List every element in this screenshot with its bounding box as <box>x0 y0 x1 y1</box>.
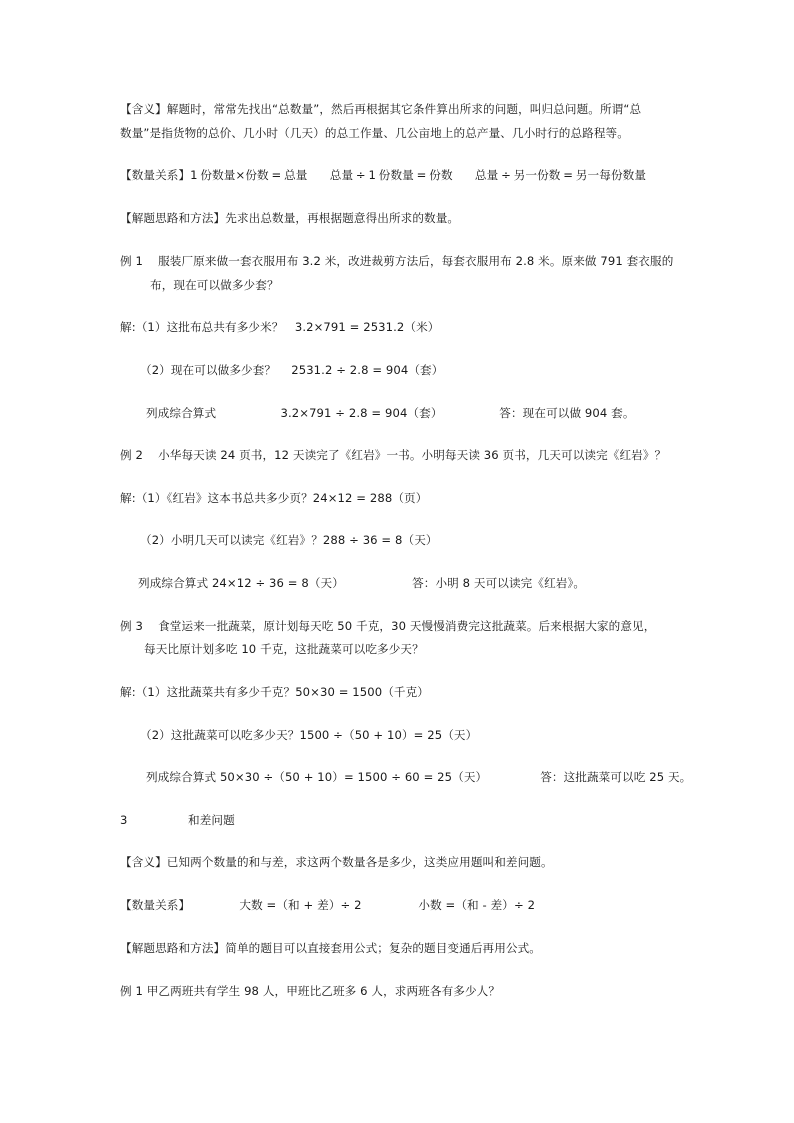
section-definition: 【含义】已知两个数量的和与差，求这两个数量各是多少，这类应用题叫和差问题。 <box>120 855 553 869</box>
example-3-step-1: 解:（1）这批蔬菜共有多少千克？50×30 = 1500（千克） <box>120 685 429 699</box>
example-1-combined: 列成综合算式 3.2×791 ÷ 2.8 = 904（套） 答：现在可以做 904 套。 <box>146 406 635 420</box>
definition-line-2: 数量”是指货物的总价、几小时（几天）的总工作量、几公亩地上的总产量、几小时行的总路程等。 <box>120 126 629 140</box>
section-method: 【解题思路和方法】简单的题目可以直接套用公式；复杂的题目变通后再用公式。 <box>120 941 541 955</box>
section-example-1: 例 1 甲乙两班共有学生 98 人，甲班比乙班多 6 人，求两班各有多少人？ <box>120 984 501 998</box>
example-3-step-2: （2）这批蔬菜可以吃多少天？1500 ÷（50 + 10）= 25（天） <box>140 728 478 742</box>
method-line: 【解题思路和方法】先求出总数量，再根据题意得出所求的数量。 <box>120 211 460 225</box>
quantity-relation-line: 【数量关系】1 份数量×份数 = 总量 总量 ÷ 1 份数量 = 份数 总量 ÷ 另一份数 = 另一每份数量 <box>120 168 647 182</box>
definition-line-1: 【含义】解题时，常常先找出“总数量”，然后再根据其它条件算出所求的问题，叫归总问题。所谓“总 <box>120 102 642 116</box>
section-quantity-relation: 【数量关系】 大数 =（和 + 差）÷ 2 小数 =（和 - 差）÷ 2 <box>120 898 536 912</box>
example-1-question-cont: 布，现在可以做多少套？ <box>150 278 279 292</box>
example-2-question: 例 2 小华每天读 24 页书，12 天读完了《红岩》一书。小明每天读 36 页书，几天可以读完《红岩》？ <box>120 448 667 462</box>
section-heading: 3 和差问题 <box>120 813 235 827</box>
example-2-combined: 列成综合算式 24×12 ÷ 36 = 8（天） 答：小明 8 天可以读完《红岩》。 <box>138 576 586 590</box>
example-2-step-2: （2）小明几天可以读完《红岩》？288 ÷ 36 = 8（天） <box>140 533 438 547</box>
example-2-step-1: 解:（1）《红岩》这本书总共多少页？24×12 = 288（页） <box>120 491 428 505</box>
example-3-question: 例 3 食堂运来一批蔬菜，原计划每天吃 50 千克，30 天慢慢消费完这批蔬菜。后来根据大家的意见， <box>120 619 656 633</box>
example-1-step-2: （2）现在可以做多少套？ 2531.2 ÷ 2.8 = 904（套） <box>140 363 444 377</box>
example-3-combined: 列成综合算式 50×30 ÷（50 + 10）= 1500 ÷ 60 = 25（天） 答：这批蔬菜可以吃 25 天。 <box>146 770 692 784</box>
example-3-question-cont: 每天比原计划多吃 10 千克，这批蔬菜可以吃多少天？ <box>144 642 424 656</box>
example-1-step-1: 解:（1）这批布总共有多少米？ 3.2×791 = 2531.2（米） <box>120 320 440 334</box>
example-1-question: 例 1 服装厂原来做一套衣服用布 3.2 米，改进裁剪方法后，每套衣服用布 2.8 米。原来做 791 套衣服的 <box>120 254 674 268</box>
